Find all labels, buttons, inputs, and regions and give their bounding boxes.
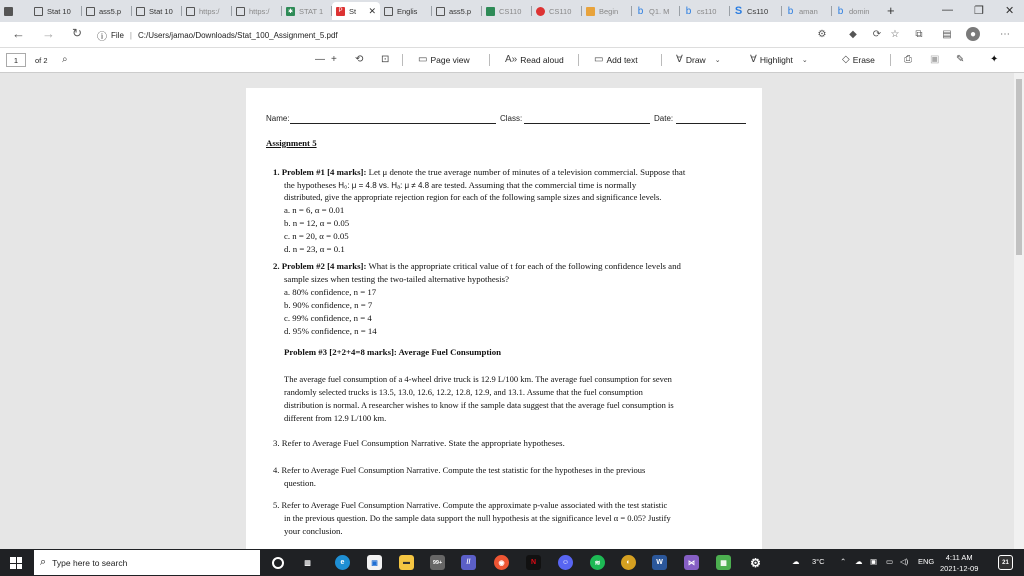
notification-icon[interactable] (998, 555, 1013, 570)
fit-page-button[interactable]: ⊡ (381, 54, 390, 65)
tab[interactable] (232, 2, 282, 20)
divider (578, 54, 579, 66)
weather-icon[interactable]: ☁ (792, 557, 800, 566)
name-line (290, 123, 496, 124)
page-number-input[interactable]: 1 (6, 53, 26, 67)
tab[interactable] (730, 2, 782, 20)
close-tab-icon[interactable]: ✕ (368, 5, 376, 16)
class-line (524, 123, 650, 124)
page-icon (186, 7, 195, 16)
save-as-button[interactable]: ✎ (956, 54, 965, 65)
question-5-cont: your conclusion. (284, 526, 343, 536)
tab-label: Begin (599, 6, 619, 16)
b-icon: b (837, 5, 844, 17)
start-button[interactable] (10, 557, 22, 569)
name-label: Name: (266, 114, 290, 123)
tab[interactable] (380, 2, 432, 20)
tray-app-icon[interactable]: ▣ (870, 557, 878, 566)
tab-label: Cs110 (747, 6, 769, 16)
problem-1-text: the hypotheses (284, 180, 339, 190)
problem-2-line-2: sample sizes when testing the two-tailed alternative hypothesis? (284, 274, 509, 284)
question-5: 5. Refer to Average Fuel Consumption Narrative. Compute the approximate p-value associated with the test statistic (273, 500, 668, 510)
minimize-button[interactable]: — (942, 4, 953, 16)
pin-toolbar-button[interactable]: ✦ (990, 54, 999, 65)
chrome-icon[interactable]: ◉ (494, 555, 509, 570)
problem-1-item: c. n = 20, α = 0.05 (284, 231, 349, 241)
problem-1-item: d. n = 23, α = 0.1 (284, 244, 345, 254)
save-button[interactable]: ▣ (930, 54, 940, 65)
problem-1-text: Let μ denote the true average number of minutes of a television commercial. Suppose that (366, 167, 686, 177)
tab-label: cs110 (697, 6, 717, 16)
class-label: Class: (500, 114, 523, 123)
problem-1-text: are tested. Assuming that the commercial time is normally (429, 180, 637, 190)
collections-icon[interactable]: ⧉ (915, 28, 923, 40)
page-icon (236, 7, 245, 16)
highlight-icon: ∀ (750, 54, 757, 65)
scrollbar-thumb[interactable] (1016, 79, 1022, 255)
url-field[interactable] (97, 25, 845, 45)
app-icon[interactable]: ▦ (716, 555, 731, 570)
read-mode-icon[interactable]: ⚙ (817, 28, 827, 40)
draw-button[interactable] (676, 54, 721, 65)
discord-icon[interactable]: ☺ (558, 555, 573, 570)
volume-icon[interactable]: ◁) (900, 557, 909, 566)
page-view-label: Page view (430, 54, 470, 65)
date-line (676, 123, 746, 124)
question-4: 4. Refer to Average Fuel Consumption Narrative. Compute the test statistic for the hypotheses in the previous (273, 465, 646, 475)
divider (661, 54, 662, 66)
temperature[interactable]: 3°C (812, 557, 825, 566)
tab[interactable] (782, 2, 832, 20)
erase-label: Erase (852, 54, 875, 65)
netflix-icon[interactable]: N (526, 555, 541, 570)
refresh-button[interactable]: ↻ (72, 26, 83, 40)
app-icon[interactable]: ◐ (621, 555, 636, 570)
info-icon[interactable]: ⓘ (97, 31, 107, 43)
problem-2-heading: 2. Problem #2 [4 marks]: (273, 261, 367, 271)
mail-icon[interactable] (430, 555, 445, 570)
pdf-icon: P (336, 7, 345, 16)
file-scheme-label: File (111, 30, 124, 40)
home-icon (586, 7, 595, 16)
rotate-button[interactable]: ⟲ (355, 54, 364, 65)
taskbar-search[interactable] (34, 550, 260, 575)
tab-actions-button[interactable] (0, 2, 30, 20)
battery-icon[interactable]: ▭ (886, 557, 894, 566)
pdf-toolbar (0, 48, 1024, 73)
tab-label: Englis (397, 6, 418, 16)
extension-icon[interactable]: ◆ (849, 28, 857, 40)
problem-2-text: What is the appropriate critical value of t for each of the following confidence levels and (366, 261, 681, 271)
tab-active[interactable] (332, 2, 380, 20)
problem-1-item: a. n = 6, α = 0.01 (284, 205, 345, 215)
tab-label: CS110 (499, 6, 522, 16)
narrative-line: The average fuel consumption of a 4-wheel drive truck is 12.9 L/100 km. The average fuel consumption for seven (284, 374, 672, 384)
highlight-label: Highlight (759, 54, 793, 65)
tab-label: STAT 1 (299, 6, 324, 16)
badge-count: 99+ (432, 559, 443, 566)
address-bar (0, 22, 1024, 48)
page-icon (86, 7, 95, 16)
tab-label: Q1. M (649, 6, 670, 16)
zoom-out-button[interactable]: — (315, 54, 325, 65)
tab-label: aman (799, 6, 818, 16)
divider (489, 54, 490, 66)
zoom-in-button[interactable]: + (331, 54, 337, 65)
divider (890, 54, 891, 66)
record-icon (536, 7, 545, 16)
onedrive-icon[interactable]: ☁ (855, 557, 863, 566)
favorites-icon[interactable]: ☆ (890, 28, 900, 40)
tab[interactable] (182, 2, 232, 20)
tab-label: ass5.p (449, 6, 472, 16)
edge-icon[interactable]: e (335, 555, 350, 570)
narrative-line: different from 12.9 L/100 km. (284, 413, 387, 423)
vertical-scrollbar[interactable] (1014, 73, 1024, 549)
read-aloud-icon: A» (505, 54, 518, 65)
tab-label: CS110 (549, 6, 572, 16)
problem-1-line-2 (284, 180, 636, 192)
notification-count: 21 (1002, 559, 1009, 566)
divider (402, 54, 403, 66)
visual-studio-icon[interactable]: ⋈ (684, 555, 699, 570)
tab[interactable] (482, 2, 532, 20)
tab[interactable] (282, 2, 332, 20)
problem-2-line-1 (273, 261, 681, 273)
eraser-icon: ◇ (842, 54, 850, 65)
tab[interactable] (582, 2, 632, 20)
problem-2-item: c. 99% confidence, n = 4 (284, 313, 372, 323)
add-text-button[interactable] (594, 54, 638, 65)
question-5-cont: in the previous question. Do the sample data support the null hypothesis at the significance level α = 0.05? Justify (284, 513, 671, 523)
url-text: C:/Users/jamao/Downloads/Stat_100_Assignment_5.pdf (137, 30, 338, 40)
tab-label: https:/ (249, 6, 270, 16)
extension-icon[interactable]: ▤ (942, 28, 952, 40)
tab[interactable] (82, 2, 132, 20)
profile-avatar[interactable]: ● (966, 27, 980, 41)
tab[interactable] (532, 2, 582, 20)
erase-button[interactable] (842, 54, 875, 65)
search-placeholder: Type here to search (52, 557, 128, 568)
settings-gear-icon[interactable]: ⚙ (750, 555, 761, 570)
file-explorer-icon[interactable]: ▬ (399, 555, 414, 570)
pdf-viewer[interactable] (0, 73, 1024, 549)
date-label: Date: (654, 114, 674, 123)
tab-label: https:/ (199, 6, 220, 16)
b-icon: b (685, 5, 692, 17)
tab-label: domin (849, 6, 870, 16)
question-3: 3. Refer to Average Fuel Consumption Narrative. State the appropriate hypotheses. (273, 438, 565, 448)
tab[interactable] (680, 2, 730, 20)
problem-1-heading: 1. Problem #1 [4 marks]: (273, 167, 367, 177)
narrative-line: distribution is normal. A researcher wishes to know if the sample data suggest that the average fuel consumption is (284, 400, 674, 410)
read-aloud-button[interactable] (505, 54, 564, 65)
tab[interactable] (132, 2, 182, 20)
taskbar (0, 549, 1024, 576)
close-window-button[interactable]: ✕ (1005, 5, 1015, 17)
app-icon[interactable]: // (461, 555, 476, 570)
tab[interactable] (30, 2, 82, 20)
search-icon: ⌕ (40, 556, 47, 568)
tab[interactable] (632, 2, 680, 20)
time: 4:11 AM (945, 553, 973, 562)
tab-label: Stat 10 (149, 6, 173, 16)
add-text-label: Add text (606, 54, 638, 65)
tab[interactable] (832, 2, 884, 20)
problem-2-item: b. 90% confidence, n = 7 (284, 300, 373, 310)
read-aloud-label: Read aloud (520, 54, 564, 65)
pdf-page (246, 88, 762, 558)
date: 2021-12-09 (940, 564, 979, 573)
cortana-icon[interactable] (272, 557, 284, 569)
add-text-icon: ▭ (594, 54, 604, 65)
draw-icon: ∀ (676, 54, 683, 65)
b-icon: b (787, 5, 794, 17)
new-tab-button[interactable]: + (887, 3, 895, 18)
tab-label: ass5.p (99, 6, 122, 16)
page-view-button[interactable] (418, 54, 470, 65)
hypotheses: H₀: μ = 4.8 vs. Hₐ: μ ≠ 4.8 (338, 181, 430, 190)
problem-1-line-1 (273, 167, 685, 179)
page-icon (34, 7, 43, 16)
spotify-icon[interactable]: ≋ (590, 555, 605, 570)
snowflake-icon: ✱ (287, 8, 294, 15)
problem-1-item: b. n = 12, α = 0.05 (284, 218, 350, 228)
forward-button[interactable]: → (42, 26, 55, 41)
tab-label: St (349, 6, 357, 16)
cs-icon (486, 7, 495, 16)
problem-1-line-3: distributed, give the appropriate rejection region for each of the following sample sizes and significance levels. (284, 192, 662, 202)
tray-chevron-icon[interactable]: ⌃ (840, 557, 847, 566)
highlight-button[interactable] (750, 54, 808, 65)
problem-2-item: a. 80% confidence, n = 17 (284, 287, 377, 297)
chevron-down-icon[interactable]: ⌄ (714, 56, 721, 64)
word-icon[interactable]: W (652, 555, 667, 570)
page-view-icon: ▭ (418, 54, 428, 65)
page-icon (136, 7, 145, 16)
language-indicator[interactable]: ENG (918, 557, 935, 566)
task-view-icon[interactable]: ▥ (304, 559, 311, 567)
draw-label: Draw (685, 54, 706, 65)
search-icon[interactable]: ⌕ (62, 54, 68, 65)
chevron-down-icon[interactable]: ⌄ (801, 56, 808, 64)
question-4-cont: question. (284, 478, 317, 488)
tab-strip (0, 0, 1024, 22)
page-icon (384, 7, 393, 16)
assignment-title: Assignment 5 (266, 138, 317, 148)
clock[interactable] (940, 552, 978, 574)
more-menu-icon[interactable]: ⋯ (1000, 28, 1010, 40)
tab[interactable] (432, 2, 482, 20)
narrative-line: randomly selected trucks is 13.5, 13.0, 12.6, 12.2, 12.8, 12.9, and 13.1. Assume that the fuel consumption (284, 387, 643, 397)
window-icon (4, 7, 13, 16)
separator: | (129, 30, 132, 40)
problem-2-item: d. 95% confidence, n = 14 (284, 326, 377, 336)
problem-3-heading: Problem #3 [2+2+4=8 marks]: Average Fuel Consumption (284, 347, 502, 357)
s-icon: S (734, 5, 743, 17)
page-icon (436, 7, 445, 16)
b-icon: b (637, 5, 644, 17)
restore-button[interactable]: ❐ (974, 5, 984, 17)
back-button[interactable]: ← (12, 26, 25, 41)
tab-label: Stat 10 (47, 6, 71, 16)
page-total: of 2 (35, 56, 48, 65)
print-button[interactable]: ⎙ (904, 54, 912, 65)
extension-icon[interactable]: ⟳ (872, 28, 882, 40)
store-icon[interactable]: ▣ (367, 555, 382, 570)
